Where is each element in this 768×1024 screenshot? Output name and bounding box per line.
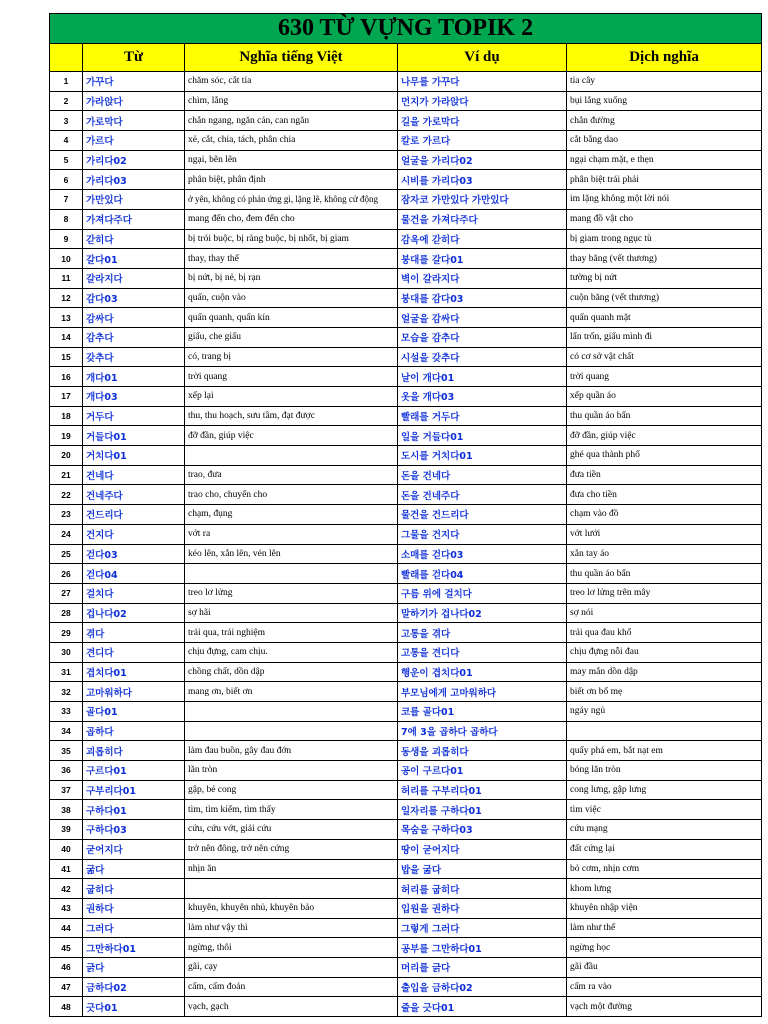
example-sentence: 7에 3을 곱하다 곱하다 [398,721,567,741]
korean-word: 건네다 [83,465,185,485]
table-row [50,702,762,722]
row-number: 9 [50,229,83,249]
example-sentence: 줄을 긋다01 [398,997,567,1017]
korean-word: 굳어지다 [83,839,185,859]
table-row [50,839,762,859]
vietnamese-meaning: bị trói buộc, bị ràng buộc, bị nhốt, bị giam [185,229,398,249]
vietnamese-meaning: giấu, che giấu [185,327,398,347]
example-sentence: 고통을 견디다 [398,642,567,662]
example-sentence: 코를 골다01 [398,702,567,722]
example-translation: im lặng không một lời nói [567,190,762,210]
example-sentence: 부모님에게 고마워하다 [398,682,567,702]
vietnamese-meaning: cứu, cứu vớt, giải cứu [185,820,398,840]
table-row [50,327,762,347]
example-sentence: 그렇게 그러다 [398,918,567,938]
table-row [50,150,762,170]
example-translation [567,721,762,741]
example-translation: chắn đường [567,111,762,131]
example-sentence: 출입을 금하다02 [398,977,567,997]
example-sentence: 허리를 굽히다 [398,879,567,899]
table-row [50,426,762,446]
row-number: 10 [50,249,83,269]
example-sentence: 감옥에 갇히다 [398,229,567,249]
row-number: 8 [50,209,83,229]
vietnamese-meaning: lăn tròn [185,761,398,781]
example-sentence: 길을 가로막다 [398,111,567,131]
example-translation: chịu đựng nỗi đau [567,642,762,662]
example-sentence: 모습을 감추다 [398,327,567,347]
table-row [50,623,762,643]
row-number: 14 [50,327,83,347]
table-row [50,603,762,623]
example-sentence: 목숨을 구하다03 [398,820,567,840]
example-sentence: 날이 개다01 [398,367,567,387]
table-row [50,446,762,466]
table-row [50,820,762,840]
example-sentence: 벽이 갈라지다 [398,268,567,288]
korean-word: 가만있다 [83,190,185,210]
table-row [50,721,762,741]
korean-word: 권하다 [83,898,185,918]
header-number [50,44,83,72]
row-number: 24 [50,524,83,544]
example-sentence: 허리를 구부리다01 [398,780,567,800]
korean-word: 가르다 [83,131,185,151]
row-number: 41 [50,859,83,879]
example-translation: sợ nói [567,603,762,623]
vietnamese-meaning: thay, thay thế [185,249,398,269]
example-sentence: 머리를 긁다 [398,957,567,977]
example-sentence: 입원을 권하다 [398,898,567,918]
korean-word: 감싸다 [83,308,185,328]
vietnamese-meaning: ngại, bẽn lẽn [185,150,398,170]
table-row [50,564,762,584]
vietnamese-meaning [185,879,398,899]
example-translation: biết ơn bố mẹ [567,682,762,702]
korean-word: 골다01 [83,702,185,722]
vocabulary-table [49,13,762,1017]
vietnamese-meaning: làm đau buồn, gây đau đớn [185,741,398,761]
example-sentence: 먼지가 가라앉다 [398,91,567,111]
korean-word: 건네주다 [83,485,185,505]
korean-word: 구르다01 [83,761,185,781]
row-number: 7 [50,190,83,210]
example-sentence: 빨래를 걷다04 [398,564,567,584]
row-number: 6 [50,170,83,190]
row-number: 21 [50,465,83,485]
example-sentence: 붕대를 갈다01 [398,249,567,269]
table-row [50,131,762,151]
example-translation: ngừng học [567,938,762,958]
row-number: 20 [50,446,83,466]
vietnamese-meaning: ở yên, không có phản ứng gì, lặng lẽ, không cử động [185,190,398,210]
table-row [50,91,762,111]
korean-word: 갖추다 [83,347,185,367]
korean-word: 구하다01 [83,800,185,820]
row-number: 13 [50,308,83,328]
row-number: 26 [50,564,83,584]
example-sentence: 공이 구르다01 [398,761,567,781]
table-row [50,544,762,564]
table-row [50,682,762,702]
example-translation: tìm việc [567,800,762,820]
vietnamese-meaning [185,721,398,741]
vietnamese-meaning: khuyên, khuyên nhủ, khuyên bảo [185,898,398,918]
table-row [50,111,762,131]
example-translation: cong lưng, gập lưng [567,780,762,800]
vietnamese-meaning: mang ơn, biết ơn [185,682,398,702]
example-translation: tường bị nứt [567,268,762,288]
example-translation: bóng lăn tròn [567,761,762,781]
row-number: 23 [50,505,83,525]
vietnamese-meaning: tìm, tìm kiếm, tìm thấy [185,800,398,820]
example-translation: bụi lắng xuống [567,91,762,111]
example-translation: cuộn băng (vết thương) [567,288,762,308]
example-translation: bị giam trong ngục tù [567,229,762,249]
vietnamese-meaning: quấn, cuộn vào [185,288,398,308]
example-translation: xếp quần áo [567,387,762,407]
example-sentence: 빨래를 거두다 [398,406,567,426]
vietnamese-meaning: làm như vậy thì [185,918,398,938]
example-translation: bỏ cơm, nhịn cơm [567,859,762,879]
table-row [50,859,762,879]
korean-word: 그만하다01 [83,938,185,958]
example-translation: vớt lưới [567,524,762,544]
korean-word: 가꾸다 [83,72,185,92]
example-translation: ngáy ngủ [567,702,762,722]
row-number: 42 [50,879,83,899]
vietnamese-meaning: trở nên đông, trở nên cứng [185,839,398,859]
example-translation: xắn tay áo [567,544,762,564]
table-row [50,642,762,662]
row-number: 16 [50,367,83,387]
row-number: 19 [50,426,83,446]
row-number: 33 [50,702,83,722]
row-number: 27 [50,583,83,603]
row-number: 18 [50,406,83,426]
table-row [50,387,762,407]
row-number: 44 [50,918,83,938]
vietnamese-meaning: gãi, cạy [185,957,398,977]
example-sentence: 돈을 건네다 [398,465,567,485]
table-row [50,229,762,249]
row-number: 39 [50,820,83,840]
example-translation: khuyên nhập viện [567,898,762,918]
example-translation: đưa tiền [567,465,762,485]
korean-word: 겁나다02 [83,603,185,623]
korean-word: 구하다03 [83,820,185,840]
example-sentence: 일을 거들다01 [398,426,567,446]
row-number: 35 [50,741,83,761]
example-translation: quấn quanh mặt [567,308,762,328]
row-number: 29 [50,623,83,643]
korean-word: 거들다01 [83,426,185,446]
korean-word: 견디다 [83,642,185,662]
korean-word: 고마워하다 [83,682,185,702]
vietnamese-meaning: trải qua, trải nghiệm [185,623,398,643]
example-sentence: 나무를 가꾸다 [398,72,567,92]
vietnamese-meaning: chăm sóc, cắt tỉa [185,72,398,92]
example-translation: may mắn dồn dập [567,662,762,682]
table-row [50,308,762,328]
korean-word: 굶다 [83,859,185,879]
table-row [50,957,762,977]
korean-word: 개다01 [83,367,185,387]
korean-word: 긁다 [83,957,185,977]
korean-word: 걷다03 [83,544,185,564]
example-translation: cấm ra vào [567,977,762,997]
row-number: 11 [50,268,83,288]
example-translation: cứu mạng [567,820,762,840]
korean-word: 굽히다 [83,879,185,899]
example-translation: cắt bằng dao [567,131,762,151]
example-sentence: 소매를 걷다03 [398,544,567,564]
table-row [50,406,762,426]
row-number: 25 [50,544,83,564]
example-translation: thay băng (vết thương) [567,249,762,269]
example-translation: gãi đầu [567,957,762,977]
example-translation: vạch một đường [567,997,762,1017]
vietnamese-meaning: xẻ, cắt, chia, tách, phân chia [185,131,398,151]
row-number: 12 [50,288,83,308]
example-translation: trải qua đau khổ [567,623,762,643]
example-sentence: 공부를 그만하다01 [398,938,567,958]
korean-word: 겹치다01 [83,662,185,682]
row-number: 22 [50,485,83,505]
row-number: 36 [50,761,83,781]
example-translation: tỉa cây [567,72,762,92]
example-translation: ghé qua thành phố [567,446,762,466]
korean-word: 가져다주다 [83,209,185,229]
vietnamese-meaning: treo lơ lửng [185,583,398,603]
table-row [50,800,762,820]
korean-word: 갈다01 [83,249,185,269]
example-translation: có cơ sở vật chất [567,347,762,367]
table-row [50,583,762,603]
table-row [50,879,762,899]
korean-word: 금하다02 [83,977,185,997]
row-number: 31 [50,662,83,682]
example-translation: đưa cho tiền [567,485,762,505]
vietnamese-meaning: xếp lại [185,387,398,407]
header-vietnamese-meaning: Nghĩa tiếng Việt [185,44,398,72]
vietnamese-meaning: quấn quanh, quấn kín [185,308,398,328]
row-number: 4 [50,131,83,151]
row-number: 32 [50,682,83,702]
table-row [50,249,762,269]
vietnamese-meaning: vớt ra [185,524,398,544]
table-row [50,918,762,938]
table-row [50,524,762,544]
table-row [50,72,762,92]
row-number: 1 [50,72,83,92]
row-number: 46 [50,957,83,977]
table-row [50,938,762,958]
table-row [50,977,762,997]
example-sentence: 도시를 거치다01 [398,446,567,466]
table-row [50,485,762,505]
example-translation: thu quần áo bẩn [567,406,762,426]
example-sentence: 동생을 괴롭히다 [398,741,567,761]
row-number: 48 [50,997,83,1017]
row-number: 38 [50,800,83,820]
korean-word: 긋다01 [83,997,185,1017]
korean-word: 감다03 [83,288,185,308]
example-translation: đỡ đần, giúp việc [567,426,762,446]
table-row [50,997,762,1017]
vietnamese-meaning: phân biệt, phân định [185,170,398,190]
korean-word: 갈라지다 [83,268,185,288]
example-translation: khom lưng [567,879,762,899]
example-sentence: 일자리를 구하다01 [398,800,567,820]
example-sentence: 붕대를 감다03 [398,288,567,308]
korean-word: 걷다04 [83,564,185,584]
korean-word: 그러다 [83,918,185,938]
row-number: 28 [50,603,83,623]
korean-word: 감추다 [83,327,185,347]
example-sentence: 고통을 겪다 [398,623,567,643]
table-row [50,190,762,210]
vietnamese-meaning: có, trang bị [185,347,398,367]
row-number: 30 [50,642,83,662]
example-translation: ngại chạm mặt, e thẹn [567,150,762,170]
vietnamese-meaning: trao cho, chuyển cho [185,485,398,505]
table-row [50,209,762,229]
table-row [50,367,762,387]
vietnamese-meaning: thu, thu hoạch, sưu tầm, đạt được [185,406,398,426]
example-sentence: 얼굴을 가리다02 [398,150,567,170]
example-translation: làm như thế [567,918,762,938]
table-row [50,761,762,781]
row-number: 37 [50,780,83,800]
korean-word: 괴롭히다 [83,741,185,761]
example-sentence: 구름 위에 걸치다 [398,583,567,603]
example-translation: phân biệt trái phải [567,170,762,190]
table-row [50,268,762,288]
row-number: 3 [50,111,83,131]
korean-word: 건지다 [83,524,185,544]
vietnamese-meaning: bị nứt, bị nẻ, bị rạn [185,268,398,288]
vietnamese-meaning: chồng chất, dồn dập [185,662,398,682]
example-translation: thu quần áo bẩn [567,564,762,584]
header-translation: Dịch nghĩa [567,44,762,72]
row-number: 5 [50,150,83,170]
vietnamese-meaning: nhịn ăn [185,859,398,879]
example-sentence: 행운이 겹치다01 [398,662,567,682]
korean-word: 곱하다 [83,721,185,741]
header-word: Từ [83,44,185,72]
vietnamese-meaning: chắn ngang, ngăn cản, can ngăn [185,111,398,131]
vietnamese-meaning [185,564,398,584]
vietnamese-meaning: chạm, đụng [185,505,398,525]
vietnamese-meaning: sợ hãi [185,603,398,623]
korean-word: 거두다 [83,406,185,426]
korean-word: 거치다01 [83,446,185,466]
korean-word: 가리다02 [83,150,185,170]
vietnamese-meaning: chịu đựng, cam chịu. [185,642,398,662]
example-translation: lẩn trốn, giấu mình đi [567,327,762,347]
vietnamese-meaning [185,702,398,722]
row-number: 15 [50,347,83,367]
vietnamese-meaning: trời quang [185,367,398,387]
example-sentence: 밥을 굶다 [398,859,567,879]
row-number: 34 [50,721,83,741]
example-sentence: 시비를 가리다03 [398,170,567,190]
example-sentence: 물건을 건드리다 [398,505,567,525]
vocabulary-rows [50,72,762,1017]
table-row [50,898,762,918]
korean-word: 겪다 [83,623,185,643]
page-title: 630 TỪ VỰNG TOPIK 2 [50,14,762,44]
example-sentence: 땅이 굳어지다 [398,839,567,859]
table-row [50,662,762,682]
table-row [50,170,762,190]
vietnamese-meaning: chìm, lắng [185,91,398,111]
vietnamese-meaning: mang đến cho, đem đến cho [185,209,398,229]
korean-word: 가라앉다 [83,91,185,111]
vietnamese-meaning: cấm, cấm đoán [185,977,398,997]
vietnamese-meaning: vạch, gạch [185,997,398,1017]
example-sentence: 그물을 건지다 [398,524,567,544]
korean-word: 걸치다 [83,583,185,603]
row-number: 40 [50,839,83,859]
example-sentence: 말하기가 겁나다02 [398,603,567,623]
example-sentence: 물건을 가져다주다 [398,209,567,229]
row-number: 47 [50,977,83,997]
example-sentence: 옷을 개다03 [398,387,567,407]
example-translation: treo lơ lửng trên mây [567,583,762,603]
vietnamese-meaning [185,446,398,466]
table-row [50,741,762,761]
example-sentence: 시설을 갖추다 [398,347,567,367]
example-sentence: 돈을 건네주다 [398,485,567,505]
example-translation: chạm vào đồ [567,505,762,525]
row-number: 2 [50,91,83,111]
table-row [50,288,762,308]
table-row [50,347,762,367]
korean-word: 가로막다 [83,111,185,131]
korean-word: 구부리다01 [83,780,185,800]
example-sentence: 얼굴을 감싸다 [398,308,567,328]
example-translation: đất cứng lại [567,839,762,859]
korean-word: 갇히다 [83,229,185,249]
vietnamese-meaning: ngừng, thôi [185,938,398,958]
example-sentence: 칼로 가르다 [398,131,567,151]
row-number: 43 [50,898,83,918]
korean-word: 개다03 [83,387,185,407]
header-row [50,44,762,72]
vietnamese-meaning: gập, bẻ cong [185,780,398,800]
table-row [50,780,762,800]
vietnamese-meaning: trao, đưa [185,465,398,485]
table-row [50,465,762,485]
example-translation: mang đồ vật cho [567,209,762,229]
example-sentence: 잠자코 가만있다 가만있다 [398,190,567,210]
table-row [50,505,762,525]
vietnamese-meaning: đỡ đần, giúp việc [185,426,398,446]
vietnamese-meaning: kéo lên, xắn lên, vén lên [185,544,398,564]
row-number: 45 [50,938,83,958]
example-translation: quấy phá em, bắt nạt em [567,741,762,761]
row-number: 17 [50,387,83,407]
korean-word: 가리다03 [83,170,185,190]
header-example: Ví dụ [398,44,567,72]
korean-word: 건드리다 [83,505,185,525]
example-translation: trời quang [567,367,762,387]
